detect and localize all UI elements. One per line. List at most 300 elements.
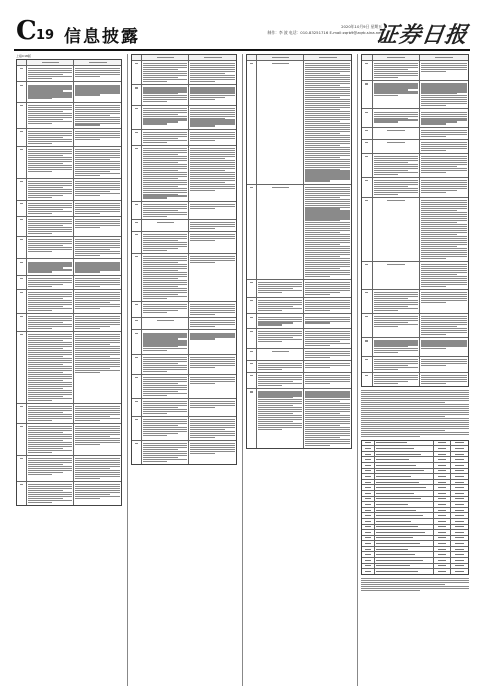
text-line — [374, 310, 399, 311]
text-line — [28, 356, 62, 357]
text-line — [190, 79, 235, 80]
text-line — [20, 219, 23, 220]
text-line — [305, 236, 350, 237]
ranking-cell — [451, 502, 468, 507]
text-line — [75, 354, 120, 355]
text-line — [75, 282, 120, 283]
text-line — [143, 395, 167, 396]
text-line — [305, 300, 350, 301]
text-line — [28, 262, 72, 263]
ranking-cell — [362, 525, 375, 530]
text-line — [28, 368, 72, 369]
row-index-cell — [362, 357, 373, 372]
table-cell — [27, 201, 74, 216]
table-cell — [142, 202, 189, 219]
text-line — [143, 312, 167, 313]
text-line — [75, 462, 120, 463]
text-line — [28, 231, 72, 232]
text-line — [258, 403, 302, 404]
ranking-cell — [451, 519, 468, 524]
text-line — [75, 472, 120, 473]
text-line — [143, 91, 187, 92]
text-line — [305, 246, 350, 247]
text-line — [28, 354, 72, 355]
text-line — [190, 123, 235, 124]
text-line — [455, 571, 464, 572]
text-line — [143, 142, 167, 143]
text-line — [421, 85, 467, 86]
header-cell — [17, 60, 27, 65]
ranking-cell — [451, 552, 468, 557]
text-line — [75, 255, 100, 256]
table-cell — [142, 330, 189, 353]
text-line — [190, 116, 235, 117]
text-line — [190, 431, 235, 432]
text-line — [143, 421, 187, 422]
text-line — [365, 571, 371, 572]
text-line — [305, 252, 350, 253]
text-line — [75, 318, 120, 319]
ranking-cell — [362, 485, 375, 490]
text-line — [305, 77, 350, 78]
text-line — [28, 92, 72, 93]
text-line — [75, 263, 120, 264]
text-line — [421, 334, 446, 335]
text-line — [421, 105, 446, 106]
text-line — [143, 118, 187, 119]
text-line — [190, 363, 235, 364]
text-line — [421, 302, 446, 303]
text-line — [305, 159, 350, 160]
text-line — [28, 149, 72, 150]
table-cell — [142, 318, 189, 329]
ranking-cell — [434, 508, 451, 513]
text-line — [28, 153, 72, 154]
text-line — [421, 234, 457, 235]
text-line — [305, 125, 350, 126]
text-line — [258, 288, 292, 289]
text-line — [374, 359, 419, 360]
text-line — [143, 216, 167, 217]
text-line — [75, 490, 120, 491]
text-line — [305, 240, 350, 241]
text-line — [365, 504, 371, 505]
text-line — [75, 137, 120, 138]
text-line — [190, 377, 235, 378]
text-line — [75, 326, 110, 327]
text-line — [421, 344, 467, 345]
table-cell — [189, 146, 236, 201]
text-line — [250, 363, 253, 364]
text-line — [305, 238, 350, 239]
text-line — [143, 363, 177, 364]
text-line — [438, 454, 447, 455]
text-line — [28, 460, 72, 461]
text-line — [28, 308, 72, 309]
text-line — [75, 115, 110, 116]
table-cell — [27, 259, 74, 274]
text-line — [143, 95, 187, 96]
text-line — [75, 203, 120, 204]
ranking-cell — [434, 502, 451, 507]
text-line — [374, 194, 399, 195]
text-line — [143, 114, 177, 115]
text-line — [75, 344, 110, 345]
text-line — [305, 405, 350, 406]
text-line — [374, 67, 419, 68]
text-line — [421, 144, 467, 145]
text-line — [190, 256, 235, 257]
text-line — [190, 447, 235, 448]
text-line — [258, 415, 302, 416]
text-line — [438, 498, 447, 499]
text-line — [143, 65, 187, 66]
row-index-cell — [17, 482, 27, 505]
text-line — [20, 334, 23, 335]
text-line — [272, 57, 290, 58]
text-line — [20, 149, 23, 150]
text-line — [258, 335, 302, 336]
text-line — [28, 169, 72, 170]
text-line — [143, 195, 187, 196]
table-cell — [373, 61, 421, 80]
table-cell — [189, 318, 236, 329]
text-line — [421, 130, 467, 131]
table-cell — [74, 314, 121, 331]
table-cell — [189, 375, 236, 398]
text-line — [258, 282, 302, 283]
text-line — [305, 83, 350, 84]
text-line — [374, 188, 419, 189]
text-line — [143, 459, 187, 460]
text-line — [258, 417, 302, 418]
text-line — [135, 333, 138, 334]
text-line — [28, 302, 72, 303]
table-cell — [189, 220, 236, 231]
text-line — [190, 451, 235, 452]
text-line — [455, 465, 464, 466]
text-line — [28, 223, 72, 224]
text-line — [28, 205, 72, 206]
text-line — [28, 336, 72, 337]
table-cell — [420, 178, 468, 197]
text-line — [190, 91, 235, 92]
text-line — [421, 252, 467, 253]
text-line — [28, 350, 72, 351]
text-line — [258, 411, 302, 412]
text-line — [143, 393, 187, 394]
text-line — [387, 142, 405, 143]
text-line — [75, 139, 100, 140]
text-line — [28, 113, 72, 114]
text-line — [143, 367, 187, 368]
header-cell — [257, 55, 304, 60]
text-line — [190, 87, 235, 88]
text-line — [75, 227, 100, 228]
text-line — [75, 113, 120, 114]
text-line — [190, 403, 235, 404]
text-line — [28, 396, 62, 397]
text-line — [28, 282, 72, 283]
table-cell — [373, 178, 421, 197]
text-line — [455, 498, 464, 499]
text-line — [305, 290, 350, 291]
text-line — [374, 375, 419, 376]
table-row — [17, 147, 121, 179]
text-line — [75, 352, 120, 353]
text-line — [143, 240, 177, 241]
table-row — [247, 361, 351, 373]
text-line — [28, 318, 72, 319]
text-line — [305, 331, 350, 332]
table-cell — [373, 109, 421, 126]
text-line — [365, 83, 368, 84]
text-line — [190, 421, 235, 422]
text-line — [421, 116, 467, 117]
text-line — [143, 284, 187, 285]
text-line — [190, 359, 235, 360]
text-line — [258, 337, 292, 338]
text-line — [143, 401, 187, 402]
text-line — [75, 478, 100, 479]
text-line — [75, 486, 120, 487]
text-line — [75, 368, 110, 369]
text-line — [28, 466, 72, 467]
ranking-cell — [434, 457, 451, 462]
text-line — [376, 571, 418, 572]
text-line — [374, 302, 419, 303]
text-line — [20, 426, 23, 427]
text-line — [305, 163, 350, 164]
text-line — [421, 361, 467, 362]
table-row — [17, 314, 121, 332]
table-cell — [189, 302, 236, 317]
text-line — [143, 73, 187, 74]
text-line — [438, 465, 447, 466]
text-line — [438, 470, 447, 471]
text-line — [376, 476, 412, 477]
text-line — [75, 167, 120, 168]
text-line — [28, 410, 72, 411]
text-line — [421, 348, 446, 349]
text-line — [361, 398, 469, 399]
text-line — [75, 434, 120, 435]
text-line — [305, 286, 350, 287]
table-row — [247, 329, 351, 349]
text-line — [361, 416, 445, 417]
text-line — [361, 426, 469, 427]
text-line — [143, 170, 177, 171]
text-line — [305, 105, 350, 106]
text-line — [75, 181, 120, 182]
text-line — [143, 194, 177, 195]
text-line — [258, 375, 302, 376]
text-line — [361, 408, 469, 409]
text-line — [28, 243, 72, 244]
table-row — [247, 185, 351, 281]
text-line — [305, 147, 350, 148]
text-line — [376, 482, 419, 483]
text-line — [143, 310, 177, 311]
table-cell — [373, 373, 421, 386]
table-cell — [142, 254, 189, 301]
table-cell — [420, 140, 468, 153]
text-line — [75, 442, 120, 443]
text-line — [387, 200, 405, 201]
row-index-cell — [132, 417, 142, 440]
header-cell — [74, 60, 121, 65]
text-line — [258, 427, 302, 428]
text-line — [374, 87, 419, 88]
text-line — [258, 331, 302, 332]
text-line — [305, 97, 340, 98]
text-line — [421, 228, 467, 229]
table-row — [132, 232, 236, 254]
text-line — [258, 425, 302, 426]
text-line — [365, 565, 371, 566]
text-line — [75, 338, 120, 339]
text-line — [305, 276, 330, 277]
table-row — [247, 61, 351, 184]
table-cell — [74, 82, 121, 101]
ranking-cell — [362, 441, 375, 446]
text-line — [75, 356, 110, 357]
text-line — [28, 324, 72, 325]
table-cell — [420, 128, 468, 139]
text-line — [455, 560, 464, 561]
text-line — [143, 97, 187, 98]
text-line — [421, 280, 467, 281]
text-line — [421, 119, 467, 120]
table-row — [132, 330, 236, 354]
table-cell — [304, 314, 351, 327]
text-line — [374, 340, 419, 341]
text-line — [143, 264, 187, 265]
text-line — [190, 162, 235, 163]
text-line — [28, 392, 72, 393]
ranking-cell — [362, 446, 375, 451]
text-line — [75, 324, 120, 325]
text-line — [305, 87, 350, 88]
ranking-cell — [362, 547, 375, 552]
text-line — [20, 68, 23, 69]
text-line — [421, 256, 467, 257]
text-line — [190, 240, 215, 241]
text-line — [374, 350, 419, 351]
text-line — [75, 298, 120, 299]
ranking-cell — [375, 541, 434, 546]
table-cell — [257, 298, 304, 313]
text-line — [421, 200, 467, 201]
table-row — [17, 103, 121, 129]
text-line — [361, 402, 445, 403]
table-cell — [189, 106, 236, 129]
text-line — [135, 401, 138, 402]
text-line — [250, 187, 253, 188]
text-line — [28, 322, 62, 323]
text-line — [190, 435, 235, 436]
text-line — [28, 418, 72, 419]
text-line — [28, 414, 72, 415]
table-cell — [74, 66, 121, 81]
text-line — [75, 340, 120, 341]
text-line — [305, 101, 350, 102]
text-line — [143, 212, 187, 213]
text-line — [387, 264, 405, 265]
text-line — [143, 172, 187, 173]
text-line — [305, 167, 350, 168]
text-line — [190, 324, 235, 325]
text-line — [374, 95, 399, 96]
text-line — [374, 85, 419, 86]
table-row — [362, 128, 468, 140]
text-line — [421, 318, 467, 319]
ranking-cell — [434, 469, 451, 474]
table-row — [247, 314, 351, 328]
text-line — [374, 361, 419, 362]
text-line — [190, 423, 235, 424]
text-line — [75, 474, 120, 475]
text-line — [190, 367, 215, 368]
table-cell — [257, 361, 304, 372]
text-line — [374, 352, 399, 353]
text-line — [28, 436, 72, 437]
text-line — [421, 340, 467, 341]
text-line — [190, 186, 235, 187]
text-line — [28, 468, 72, 469]
text-line — [75, 440, 120, 441]
text-line — [438, 521, 447, 522]
text-line — [28, 211, 72, 212]
text-line — [143, 457, 177, 458]
text-line — [305, 172, 350, 173]
text-line — [28, 70, 72, 71]
text-line — [28, 420, 52, 421]
text-line — [75, 265, 120, 266]
text-line — [75, 183, 120, 184]
text-line — [143, 336, 187, 337]
text-line — [258, 286, 302, 287]
text-line — [190, 125, 215, 126]
text-line — [20, 181, 23, 182]
text-line — [28, 358, 72, 359]
text-line — [365, 316, 368, 317]
text-line — [305, 71, 350, 72]
text-line — [421, 226, 467, 227]
text-line — [421, 298, 467, 299]
text-line — [28, 464, 62, 465]
text-line — [421, 320, 467, 321]
text-line — [143, 160, 187, 161]
text-line — [28, 342, 72, 343]
text-line — [305, 244, 340, 245]
text-line — [305, 268, 340, 269]
table-cell — [304, 329, 351, 348]
text-line — [143, 429, 187, 430]
text-line — [258, 397, 292, 398]
text-line — [143, 136, 187, 137]
text-line — [421, 258, 446, 259]
text-line — [421, 192, 446, 193]
text-line — [28, 233, 52, 234]
table-cell — [304, 280, 351, 297]
text-line — [143, 338, 177, 339]
text-line — [421, 381, 467, 382]
text-line — [421, 383, 446, 384]
text-line — [305, 355, 350, 356]
text-line — [75, 306, 120, 307]
ranking-cell — [375, 569, 434, 574]
